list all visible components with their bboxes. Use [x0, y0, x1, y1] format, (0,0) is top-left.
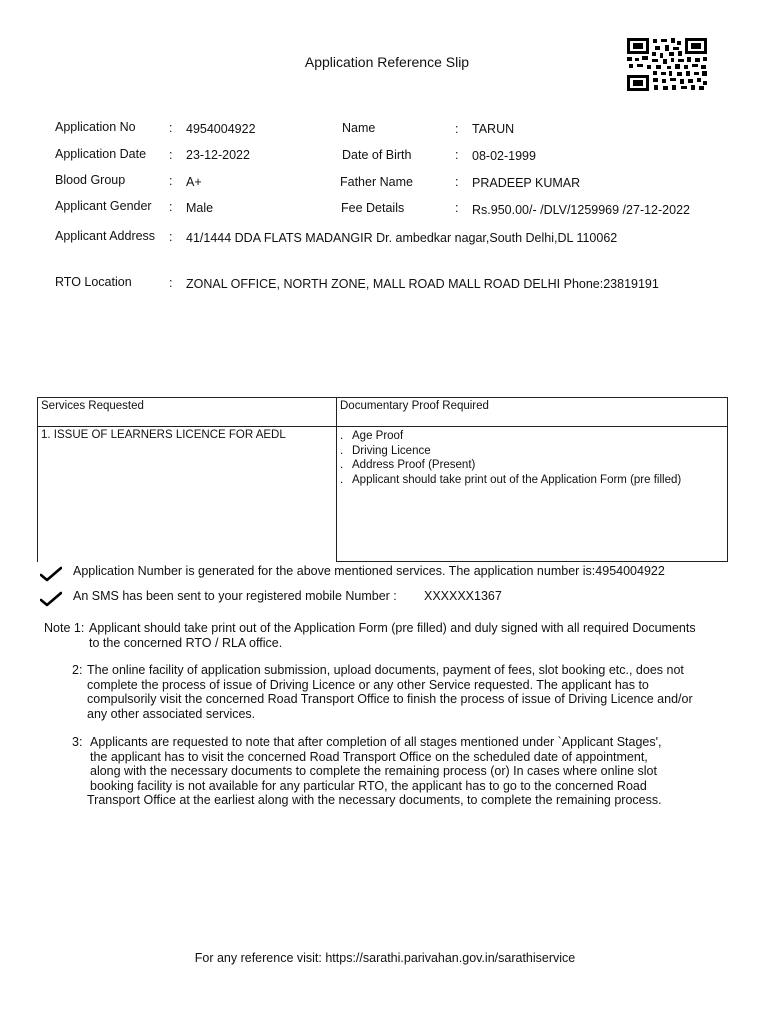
colon: :: [455, 175, 459, 189]
service-item: 1. ISSUE OF LEARNERS LICENCE FOR AEDL: [38, 427, 337, 562]
note-1: Applicant should take print out of the Application Form (pre filled) and duly signed with all required Documents to the concerned RTO / RLA office.: [89, 621, 696, 650]
name-label: Name: [342, 121, 376, 135]
address-label: Applicant Address: [55, 229, 156, 243]
colon: :: [169, 148, 173, 162]
blood-group-label: Blood Group: [55, 173, 126, 187]
note-3: Applicants are requested to note that after completion of all stages mentioned under `Applicant Stages', the applicant has to visit the concerned Road Transport Office on the scheduled date of appointment, along with the necessary documents to complete the remaining process (or) In cases where online slot booking facility is not available for any particular RTO, the applicant has to go to the concerned Road Transport Office at the earliest along with the necessary documents, to complete the remaining process.: [87, 735, 662, 808]
gender-label: Applicant Gender: [55, 199, 152, 213]
checkmark-icon: [40, 566, 62, 582]
note-3-prefix: 3:: [72, 735, 83, 749]
fee-details-value: Rs.950.00/- /DLV/1259969 /27-12-2022: [472, 203, 690, 217]
address-value: 41/1444 DDA FLATS MADANGIR Dr. ambedkar nagar,South Delhi,DL 110062: [186, 231, 618, 245]
proof-header: Documentary Proof Required: [337, 398, 728, 427]
colon: :: [455, 201, 459, 215]
proof-item: . Driving Licence: [340, 444, 431, 457]
application-date-label: Application Date: [55, 147, 147, 161]
gender-value: Male: [186, 201, 214, 215]
proof-item: . Applicant should take print out of the Application Form (pre filled): [340, 473, 682, 486]
sms-text: An SMS has been sent to your registered mobile Number :: [73, 589, 397, 603]
father-name-value: PRADEEP KUMAR: [472, 176, 581, 190]
note-2-prefix: 2:: [72, 663, 83, 677]
colon: :: [169, 121, 173, 135]
blood-group-value: A+: [186, 175, 202, 189]
colon: :: [455, 122, 459, 136]
application-date-value: 23-12-2022: [186, 148, 250, 162]
checkmark-icon: [40, 591, 62, 607]
rto-location-value: ZONAL OFFICE, NORTH ZONE, MALL ROAD MALL ROAD DELHI Phone:23819191: [186, 277, 659, 291]
colon: :: [169, 230, 173, 244]
proof-item: . Age Proof: [340, 430, 404, 442]
dob-label: Date of Birth: [342, 148, 412, 162]
application-no-value: 4954004922: [186, 122, 256, 136]
colon: :: [169, 174, 173, 188]
application-no-label: Application No: [55, 120, 136, 134]
dob-value: 08-02-1999: [472, 149, 536, 163]
colon: :: [455, 148, 459, 162]
qr-code: [625, 37, 709, 92]
colon: :: [169, 276, 173, 290]
note-2: The online facility of application submission, upload documents, payment of fees, slot booking etc., does not complete the process of issue of Driving Licence or any other Service requested. The applicant has to compulsorily visit the concerned Road Transport Office to finish the process of issue of Driving Licence and/or any other associated services.: [87, 663, 693, 721]
father-name-label: Father Name: [340, 175, 413, 189]
rto-location-label: RTO Location: [55, 275, 132, 289]
services-header: Services Requested: [38, 398, 337, 427]
note-1-prefix: Note 1:: [44, 621, 85, 635]
colon: :: [169, 200, 173, 214]
footer-reference: For any reference visit: https://sarathi.parivahan.gov.in/sarathiservice: [194, 951, 576, 965]
proof-item: . Address Proof (Present): [340, 459, 476, 472]
services-table: [37, 397, 728, 562]
fee-details-label: Fee Details: [341, 201, 405, 215]
proof-list: [337, 427, 728, 562]
page-title: Application Reference Slip: [304, 54, 470, 70]
sms-number: XXXXXX1367: [424, 589, 502, 603]
confirmation-text: Application Number is generated for the above mentioned services. The application number is:4954004922: [73, 564, 665, 578]
name-value: TARUN: [472, 122, 515, 136]
